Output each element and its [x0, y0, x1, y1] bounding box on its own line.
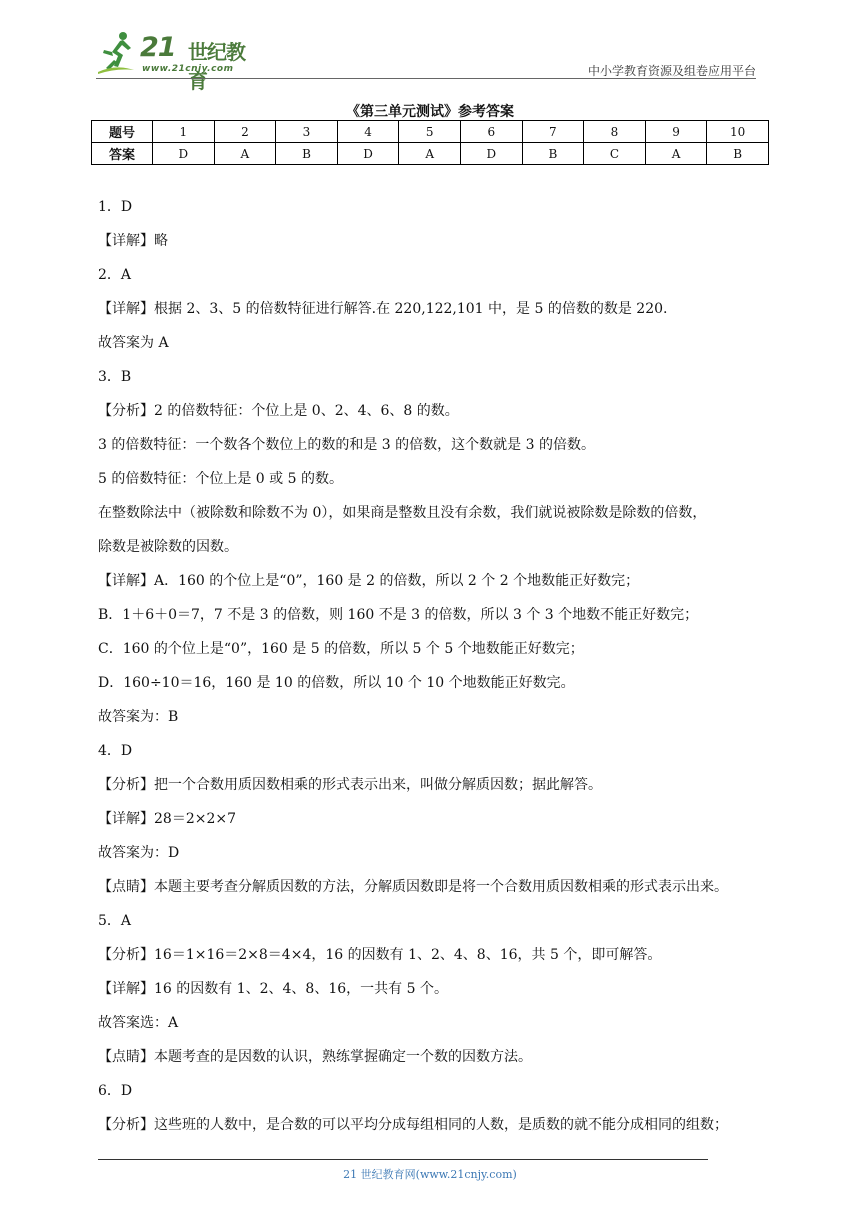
question-heading: 6．D [98, 1083, 133, 1099]
page-header [0, 0, 860, 93]
explanation-line: 除数是被除数的因数。 [98, 539, 238, 555]
explanation-line: 【点睛】本题考查的是因数的认识，熟练掌握确定一个数的因数方法。 [98, 1049, 532, 1065]
explanation-line: 故答案选：A [98, 1015, 179, 1031]
answer-cell: A [645, 143, 707, 165]
question-heading: 2．A [98, 267, 132, 283]
question-number: 3 [276, 121, 338, 143]
footer-link[interactable]: 21 世纪教育网(www.21cnjy.com) [343, 1168, 517, 1181]
answer-explanations [98, 197, 770, 1135]
explanation-line: 【分析】16＝1×16＝2×8＝4×4，16 的因数有 1、2、4、8、16，共 5 个，即可解答。 [98, 947, 662, 963]
explanation-line: 【分析】这些班的人数中，是合数的可以平均分成每组相同的人数，是质数的就不能分成相同的组数； [98, 1117, 728, 1133]
runner-logo-icon [96, 30, 136, 76]
question-number: 9 [645, 121, 707, 143]
header-divider [96, 78, 756, 79]
explanation-line: 【详解】根据 2、3、5 的倍数特征进行解答.在 220,122,101 中，是 5 的倍数的数是 220. [98, 301, 668, 317]
question-number: 6 [460, 121, 522, 143]
explanation-line: B．1＋6＋0＝7，7 不是 3 的倍数，则 160 不是 3 的倍数，所以 3 个 3 个地数不能正好数完； [98, 607, 699, 623]
explanation-line: 故答案为：D [98, 845, 180, 861]
explanation-line: 【详解】28＝2×2×7 [98, 811, 236, 827]
platform-tagline: 中小学教育资源及组卷应用平台 [587, 64, 756, 78]
question-number: 8 [584, 121, 646, 143]
logo-number: 21 [140, 32, 176, 63]
answer-key-table [91, 120, 769, 165]
logo-url: www.21cnjy.com [142, 64, 234, 74]
explanation-line: 【分析】2 的倍数特征：个位上是 0、2、4、6、8 的数。 [98, 403, 459, 419]
answer-cell: D [153, 143, 215, 165]
answer-cell: D [460, 143, 522, 165]
number-row [92, 121, 769, 143]
question-number: 10 [707, 121, 769, 143]
explanation-line: 【点睛】本题主要考查分解质因数的方法，分解质因数即是将一个合数用质因数相乘的形式表示出来。 [98, 879, 728, 895]
site-logo[interactable] [96, 30, 256, 93]
explanation-line: 在整数除法中（被除数和除数不为 0），如果商是整数且没有余数，我们就说被除数是除数的倍数， [98, 505, 707, 521]
explanation-line: 故答案为 A [98, 335, 169, 351]
answer-cell: A [214, 143, 276, 165]
explanation-line: C．160 的个位上是“0”，160 是 5 的倍数，所以 5 个 5 个地数能正好数完； [98, 641, 584, 657]
answer-cell: A [399, 143, 461, 165]
logo-text: 世纪教育 [188, 40, 245, 93]
answer-key-title: 《第三单元测试》参考答案 [346, 104, 514, 120]
answer-cell: D [337, 143, 399, 165]
question-number: 7 [522, 121, 584, 143]
explanation-line: 故答案为：B [98, 709, 179, 725]
explanation-line: 5 的倍数特征：个位上是 0 或 5 的数。 [98, 471, 343, 487]
explanation-line: 【分析】把一个合数用质因数相乘的形式表示出来，叫做分解质因数；据此解答。 [98, 777, 602, 793]
question-number: 2 [214, 121, 276, 143]
answer-cell: C [584, 143, 646, 165]
row-label-answer: 答案 [92, 143, 153, 165]
question-heading: 3．B [98, 369, 132, 385]
question-number: 1 [153, 121, 215, 143]
answer-cell: B [522, 143, 584, 165]
answer-cell: B [707, 143, 769, 165]
question-number: 4 [337, 121, 399, 143]
footer-divider [98, 1159, 708, 1160]
explanation-line: D．160÷10＝16，160 是 10 的倍数，所以 10 个 10 个地数能正好数完。 [98, 675, 575, 691]
explanation-line: 【详解】略 [98, 233, 168, 249]
question-heading: 1．D [98, 199, 133, 215]
explanation-line: 3 的倍数特征：一个数各个数位上的数的和是 3 的倍数，这个数就是 3 的倍数。 [98, 437, 595, 453]
explanation-line: 【详解】A．160 的个位上是“0”，160 是 2 的倍数，所以 2 个 2 个地数能正好数完； [98, 573, 640, 589]
answer-cell: B [276, 143, 338, 165]
explanation-line: 【详解】16 的因数有 1、2、4、8、16，一共有 5 个。 [98, 981, 448, 997]
question-number: 5 [399, 121, 461, 143]
row-label-number: 题号 [92, 121, 153, 143]
question-heading: 4．D [98, 743, 133, 759]
question-heading: 5．A [98, 913, 132, 929]
answer-row [92, 143, 769, 165]
